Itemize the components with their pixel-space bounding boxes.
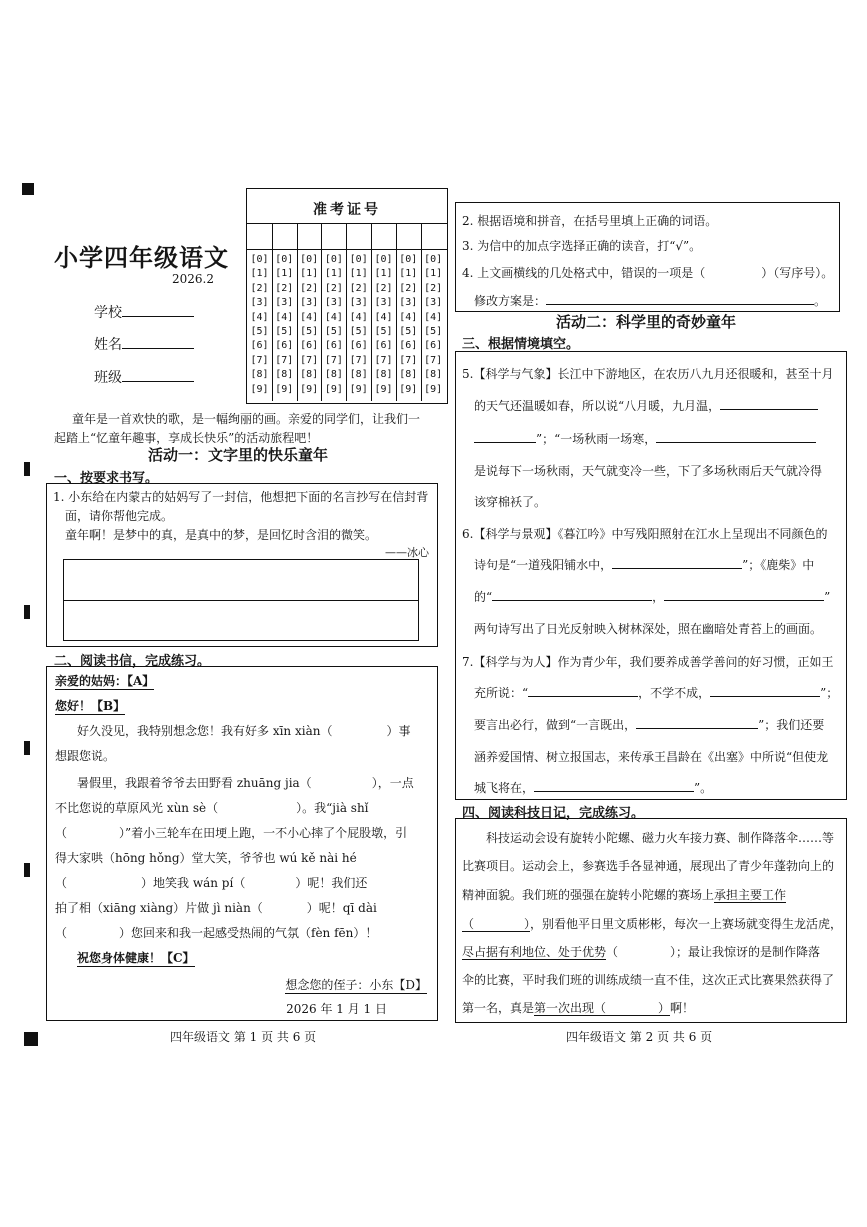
section-one-box (46, 483, 438, 647)
diary-line-6: 伞的比赛，平时我们班的训练成绩一直不佳，这次正式比赛果然获得了 (462, 973, 835, 987)
exam-id-bubble[interactable]: [0] (250, 254, 269, 265)
q6-line-3: 的“ ， ” (474, 590, 831, 604)
exam-id-bubble[interactable]: [6] (324, 340, 343, 352)
writing-line (64, 600, 418, 601)
exam-id-bubble[interactable]: [8] (374, 369, 393, 381)
q7-line-4: 涵养爱国情、树立报国志，来传承王昌龄在《出塞》中所说“但使龙 (474, 750, 829, 764)
exam-id-bubble[interactable]: [2] (374, 282, 393, 294)
class-label: 班级 (94, 370, 122, 386)
diary-line-1: 科技运动会设有旋转小陀螺、磁力火车接力赛、制作降落伞……等 (486, 831, 835, 845)
exam-id-bubble[interactable]: [2] (349, 282, 368, 294)
exam-id-bubble[interactable]: [3] (250, 297, 269, 309)
letter-p2-b: 不比您说的草原风光 xùn sè（ ）。我“jià shǐ (55, 801, 369, 815)
exam-id-bubble[interactable]: [6] (399, 340, 418, 352)
exam-id-bubble[interactable]: [4] (349, 311, 368, 323)
exam-id-bubble[interactable]: [4] (324, 311, 343, 323)
exam-id-bubble[interactable]: [5] (374, 326, 393, 337)
exam-id-bubble[interactable]: [3] (399, 297, 418, 309)
q5-line-5: 该穿棉袄了。 (474, 495, 547, 509)
exam-id-bubble[interactable]: [1] (399, 268, 418, 280)
letter-p3-b: 得大家哄（hōng hǒng）堂大笑，爷爷也 wú kě nài hé (55, 851, 357, 865)
exam-id-bubble[interactable]: [4] (275, 311, 294, 323)
exam-id-bubble[interactable]: [5] (399, 326, 418, 337)
letter-wish: 祝您身体健康！【C】 (77, 951, 195, 965)
exam-date: 2026.2 (172, 272, 214, 286)
exam-id-bubble[interactable]: [1] (374, 268, 393, 280)
exam-id-bubble[interactable]: [0] (349, 254, 368, 265)
exam-id-bubble[interactable]: [9] (275, 383, 294, 395)
intro-line-2: 起踏上“忆童年趣事，享成长快乐”的活动旅程吧！ (54, 431, 319, 445)
exam-id-bubble[interactable]: [5] (424, 326, 443, 337)
quote-text: 童年啊！是梦中的真，是真中的梦，是回忆时含泪的微笑。 (65, 528, 378, 542)
exam-id-bubble[interactable]: [2] (324, 282, 343, 294)
name-field[interactable] (94, 334, 194, 354)
exam-id-bubble[interactable]: [0] (300, 254, 319, 265)
exam-id-bubble[interactable]: [1] (349, 268, 368, 280)
exam-id-bubble[interactable]: [3] (300, 297, 319, 309)
continued-questions-box (455, 202, 840, 312)
exam-id-digit-box[interactable] (399, 229, 418, 245)
q1-line-1: 1. 小东给在内蒙古的姑妈写了一封信，他想把下面的名言抄写在信封背 (53, 490, 429, 504)
quote-author: ——冰心 (385, 546, 429, 559)
exam-id-bubble[interactable]: [5] (300, 326, 319, 337)
diary-line-2: 比赛项目。运动会上，参赛选手各显神通，展现出了青少年蓬勃向上的 (462, 859, 835, 873)
exam-id-bubble[interactable]: [7] (300, 354, 319, 366)
exam-id-bubble[interactable]: [2] (275, 282, 294, 294)
exam-id-bubble[interactable]: [3] (374, 297, 393, 309)
diary-line-7: 第一名，真是第一次出现（ ）啊！ (462, 1001, 695, 1015)
exam-id-bubble[interactable]: [8] (349, 369, 368, 381)
exam-id-bubble[interactable]: [4] (374, 311, 393, 323)
fix-plan[interactable]: 修改方案是： 。 (474, 294, 827, 308)
exam-id-bubble[interactable]: [0] (399, 254, 418, 265)
q6-line-4: 两句诗写出了日光反射映入树林深处，照在幽暗处青苔上的画面。 (474, 622, 823, 636)
letter-box (46, 666, 438, 1021)
exam-id-bubble[interactable]: [0] (424, 254, 443, 265)
exam-id-bubble[interactable]: [9] (374, 383, 393, 395)
exam-id-bubble[interactable]: [9] (399, 383, 418, 395)
exam-id-bubble[interactable]: [9] (349, 383, 368, 395)
exam-id-bubble[interactable]: [7] (349, 354, 368, 366)
q3-text: 3. 为信中的加点字选择正确的读音，打“√”。 (462, 239, 702, 253)
exam-id-bubble[interactable]: [7] (250, 354, 269, 366)
exam-id-bubble[interactable]: [9] (250, 383, 269, 395)
letter-p1-a: 好久没见，我特别想念您！我有好多 xīn xiàn（ ）事 (77, 724, 411, 738)
exam-id-bubble[interactable]: [0] (324, 254, 343, 265)
exam-id-digit-box[interactable] (250, 229, 269, 245)
exam-id-bubble[interactable]: [7] (275, 354, 294, 366)
exam-id-bubble[interactable]: [7] (399, 354, 418, 366)
exam-id-bubble[interactable]: [5] (275, 326, 294, 337)
exam-id-bubble[interactable]: [0] (275, 254, 294, 265)
exam-id-bubble[interactable]: [8] (250, 369, 269, 381)
exam-id-bubble[interactable]: [4] (399, 311, 418, 323)
exam-id-digit-box[interactable] (374, 229, 393, 245)
q5-line-4: 是说每下一场秋雨，天气就变冷一些，下了多场秋雨后天气就冷得 (474, 464, 823, 478)
diary-line-3: 精神面貌。我们班的强强在旋转小陀螺的赛场上承担主要工作 (462, 888, 787, 902)
exam-id-bubble[interactable]: [4] (250, 311, 269, 323)
exam-id-bubble[interactable]: [4] (300, 311, 319, 323)
exam-id-bubble[interactable]: [6] (250, 340, 269, 352)
school-field[interactable] (94, 302, 194, 322)
q6-line-1: 6.【科学与景观】《暮江吟》中写残阳照射在江水上呈现出不同颜色的 (462, 527, 828, 541)
section-three-box (455, 351, 847, 800)
exam-id-title: 准考证号 (313, 202, 381, 218)
exam-id-digit-box[interactable] (275, 229, 294, 245)
q7-line-5: 城飞将在， ”。 (474, 781, 713, 795)
exam-id-digit-box[interactable] (424, 229, 443, 245)
intro-line-1: 童年是一首欢快的歌，是一幅绚丽的画。亲爱的同学们，让我们一 (72, 412, 421, 426)
exam-id-bubble[interactable]: [7] (324, 354, 343, 366)
exam-id-bubble[interactable]: [1] (324, 268, 343, 280)
right-page-footer: 四年级语文 第 2 页 共 6 页 (566, 1030, 713, 1044)
exam-id-digit-box[interactable] (300, 229, 319, 245)
exam-id-bubble[interactable]: [6] (424, 340, 443, 352)
exam-id-bubble[interactable]: [8] (324, 369, 343, 381)
school-label: 学校 (94, 305, 122, 321)
section-four-box (455, 818, 847, 1023)
section-four-heading: 四、阅读科技日记，完成练习。 (462, 806, 645, 821)
writing-area[interactable] (63, 559, 419, 641)
alignment-mark-top (22, 183, 34, 195)
exam-id-digit-box[interactable] (324, 229, 343, 245)
section-three-heading: 三、根据情境填空。 (462, 337, 580, 352)
exam-id-bubble[interactable]: [7] (374, 354, 393, 366)
exam-id-bubble[interactable]: [8] (424, 369, 443, 381)
letter-greeting: 您好！【B】 (55, 699, 126, 713)
q7-line-2: 充所说：“ ，不学不成， ”； (474, 686, 839, 700)
exam-id-bubble[interactable]: [8] (300, 369, 319, 381)
name-label: 姓名 (94, 337, 122, 353)
activity-two-title: 活动二：科学里的奇妙童年 (556, 313, 737, 331)
exam-id-bubble[interactable]: [9] (424, 383, 443, 395)
q5-line-3: ”；“一场秋雨一场寒， (474, 430, 816, 447)
alignment-mark-1 (24, 462, 30, 476)
exam-id-grid (246, 188, 448, 404)
exam-id-bubble[interactable]: [2] (424, 282, 443, 294)
q7-line-1: 7.【科学与为人】作为青少年，我们要养成善学善问的好习惯，正如王 (462, 655, 834, 669)
letter-p2-a: 暑假里，我跟着爷爷去田野看 zhuāng jia（ ），一点 (77, 776, 414, 790)
q6-line-2: 诗句是“一道残阳铺水中， ”；《鹿柴》中 (474, 558, 815, 572)
letter-signature: 想念您的侄子：小东【D】 (285, 978, 427, 992)
class-field[interactable] (94, 367, 194, 387)
q1-line-2: 面，请你帮他完成。 (65, 509, 174, 523)
exam-id-bubble[interactable]: [1] (300, 268, 319, 280)
letter-date: 2026 年 1 月 1 日 (286, 1002, 387, 1016)
exam-id-bubble[interactable]: [6] (300, 340, 319, 352)
exam-id-bubble[interactable]: [6] (349, 340, 368, 352)
letter-p4-b: 拍了相（xiāng xiàng）片做 jì niàn（ ）呢！qī dài (55, 901, 377, 915)
exam-id-bubble[interactable]: [3] (349, 297, 368, 309)
exam-id-bubble[interactable]: [3] (275, 297, 294, 309)
letter-p4-a: （ ）地笑我 wán pí（ ）呢！我们还 (55, 876, 368, 890)
paper-title: 小学四年级语文 (54, 244, 229, 272)
alignment-mark-2 (24, 605, 30, 619)
exam-id-bubble[interactable]: [5] (349, 326, 368, 337)
exam-id-bubble[interactable]: [9] (300, 383, 319, 395)
exam-id-bubble[interactable]: [2] (399, 282, 418, 294)
letter-p3-a: （ ）”着小三轮车在田埂上跑，一不小心摔了个屁股墩，引 (55, 826, 408, 840)
exam-id-bubble[interactable]: [6] (275, 340, 294, 352)
exam-id-bubble[interactable]: [3] (324, 297, 343, 309)
exam-id-bubble[interactable]: [4] (424, 311, 443, 323)
exam-id-bubble[interactable]: [1] (424, 268, 443, 280)
exam-id-bubble[interactable]: [2] (300, 282, 319, 294)
exam-id-bubble[interactable]: [3] (424, 297, 443, 309)
q5-line-2: 的天气还温暖如春，所以说“八月暖，九月温， (474, 397, 818, 414)
letter-p1-b: 想跟您说。 (55, 749, 116, 763)
exam-id-bubble[interactable]: [5] (324, 326, 343, 337)
exam-id-bubble[interactable]: [1] (250, 268, 269, 280)
exam-id-bubble[interactable]: [7] (424, 354, 443, 366)
section-one-heading: 一、按要求书写。 (54, 471, 159, 486)
letter-p5: （ ）您回来和我一起感受热闹的气氛（fèn fēn）！ (55, 926, 378, 940)
diary-line-4: （ ），别看他平日里文质彬彬，每次一上赛场就变得生龙活虎， (462, 917, 843, 931)
exam-id-bubble[interactable]: [6] (374, 340, 393, 352)
exam-id-bubble[interactable]: [1] (275, 268, 294, 280)
exam-id-bubble[interactable]: [8] (275, 369, 294, 381)
exam-id-bubble[interactable]: [5] (250, 326, 269, 337)
q5-line-1: 5.【科学与气象】长江中下游地区，在农历八九月还很暖和，甚至十月 (462, 367, 834, 381)
alignment-mark-4 (24, 863, 30, 877)
exam-id-bubble[interactable]: [0] (374, 254, 393, 265)
diary-line-5: 尽占据有利地位、处于优势（ ）；最让我惊讶的是制作降落 (462, 945, 821, 959)
alignment-mark-bottom (24, 1032, 38, 1046)
exam-id-bubble[interactable]: [9] (324, 383, 343, 395)
q7-line-3: 要言出必行，做到“一言既出， ”；我们还要 (474, 718, 825, 732)
alignment-mark-3 (24, 741, 30, 755)
section-two-heading: 二、阅读书信，完成练习。 (54, 654, 211, 669)
exam-id-bubble[interactable]: [2] (250, 282, 269, 294)
left-page-footer: 四年级语文 第 1 页 共 6 页 (170, 1030, 317, 1044)
letter-salutation: 亲爱的姑妈：【A】 (55, 674, 155, 688)
q4-text: 4. 上文画横线的几处格式中，错误的一项是（ ）（写序号）。 (462, 266, 834, 280)
q2-text: 2. 根据语境和拼音，在括号里填上正确的词语。 (462, 214, 718, 228)
exam-id-bubble[interactable]: [8] (399, 369, 418, 381)
exam-id-digit-box[interactable] (349, 229, 368, 245)
activity-one-title: 活动一：文字里的快乐童年 (148, 446, 329, 464)
